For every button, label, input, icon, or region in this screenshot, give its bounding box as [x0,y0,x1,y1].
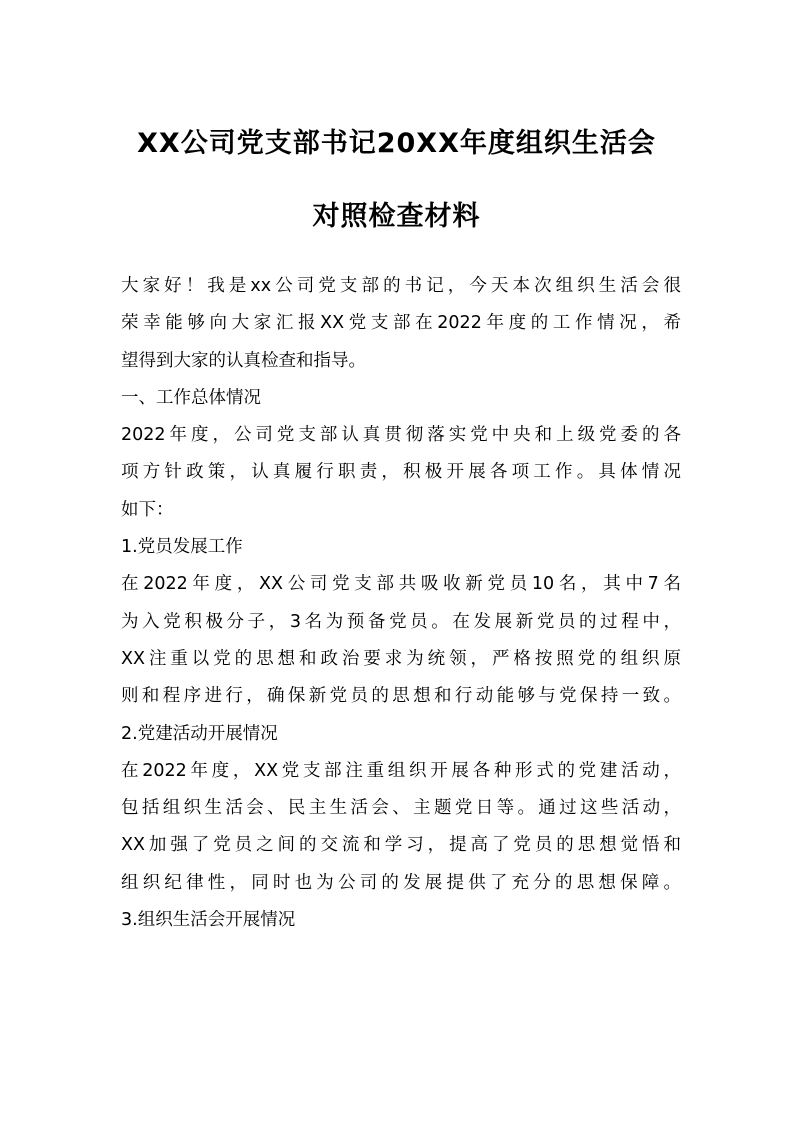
subsection-heading: 2.党建活动开展情况 [121,723,278,744]
body-line: 在2022年度，XX公司党支部共吸收新党员10名，其中7名 [121,574,681,595]
body-line: 在2022年度，XX党支部注重组织开展各种形式的党建活动， [121,760,681,781]
section-heading: 一、工作总体情况 [121,387,261,408]
body-line: 望得到大家的认真检查和指导。 [121,350,366,371]
document-title-line-1: XX公司党支部书记20XX年度组织生活会 [137,128,656,159]
body-line: 项方针政策，认真履行职责，积极开展各项工作。具体情况 [121,462,681,483]
body-line: 组织纪律性，同时也为公司的发展提供了充分的思想保障。 [121,872,681,893]
body-line: 则和程序进行，确保新党员的思想和行动能够与党保持一致。 [121,686,681,707]
subsection-heading: 1.党员发展工作 [121,537,243,558]
body-line: 如下： [121,499,174,520]
body-line: 2022年度，公司党支部认真贯彻落实党中央和上级党委的各 [121,425,681,446]
document-body [121,268,681,939]
subsection-heading: 3.组织生活会开展情况 [121,910,296,931]
body-line: 荣幸能够向大家汇报XX党支部在2022年度的工作情况，希 [121,313,681,334]
body-line: 包括组织生活会、民主生活会、主题党日等。通过这些活动， [121,798,681,819]
body-line: 为入党积极分子，3名为预备党员。在发展新党员的过程中， [121,611,681,632]
body-line: XX注重以党的思想和政治要求为统领，严格按照党的组织原 [121,648,681,669]
body-line: XX加强了党员之间的交流和学习，提高了党员的思想觉悟和 [121,835,681,856]
body-line: 大家好！我是xx公司党支部的书记，今天本次组织生活会很 [121,276,681,296]
document-title-line-2: 对照检查材料 [312,201,481,232]
